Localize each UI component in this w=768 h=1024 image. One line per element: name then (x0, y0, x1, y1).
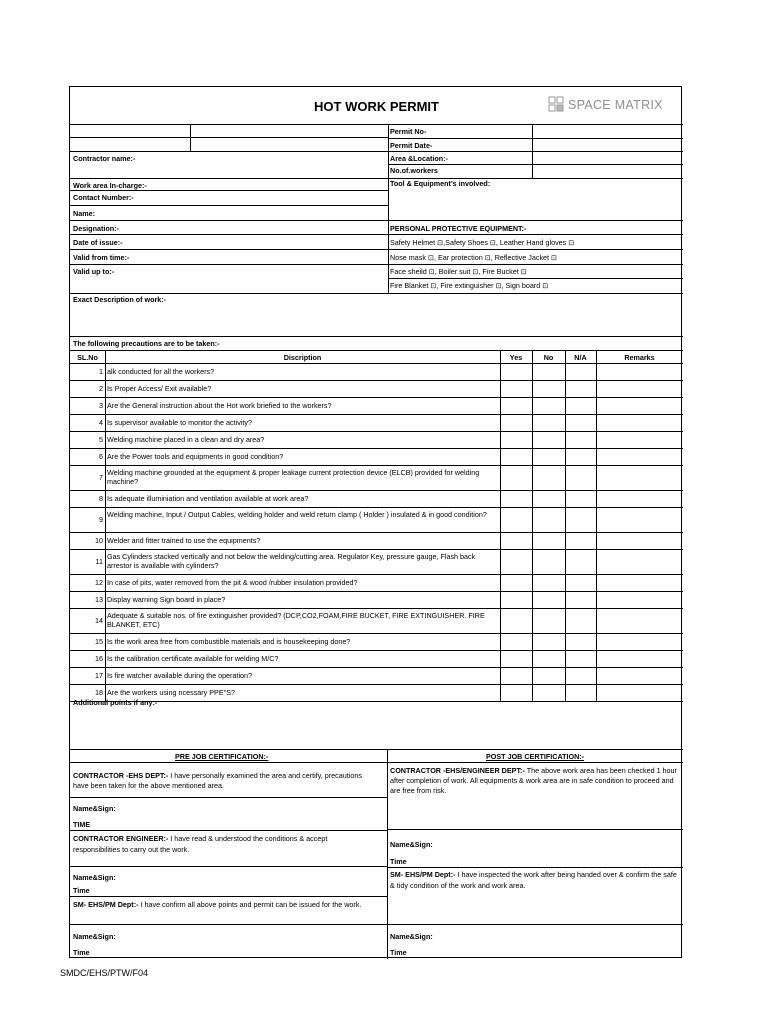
precaution-yes-cell[interactable] (500, 532, 532, 549)
precaution-remarks-cell[interactable] (596, 507, 683, 532)
precaution-yes-cell[interactable] (500, 363, 532, 380)
row-number: 10 (95, 536, 103, 545)
precaution-yes-cell[interactable] (500, 574, 532, 591)
ppe-heading: PERSONAL PROTECTIVE EQUIPMENT:- (390, 224, 527, 233)
precaution-description: Are the workers using ncessary PPE"S? (107, 688, 235, 697)
no-of-workers-label: No.of.workers (390, 166, 438, 175)
precaution-remarks-cell[interactable] (596, 465, 683, 490)
pre-time-1: TIME (73, 820, 91, 829)
precaution-remarks-cell[interactable] (596, 684, 683, 701)
permit-no-label: Permit No- (390, 127, 427, 136)
precaution-no-cell[interactable] (532, 363, 565, 380)
pre-job-heading: PRE JOB CERTIFICATION:- (175, 752, 269, 761)
precaution-description: Are the Power tools and equipments in good condition? (107, 452, 284, 461)
table-header-slno: SL.No (77, 353, 98, 362)
row-number: 9 (99, 515, 103, 524)
precaution-description: alk conducted for all the workers? (107, 367, 215, 376)
precaution-description: Are the General instruction about the Hot work briefied to the workers? (107, 401, 332, 410)
precaution-description: Is supervisor available to monitor the activity? (107, 418, 253, 427)
precaution-yes-cell[interactable] (500, 549, 532, 574)
precaution-na-cell[interactable] (565, 549, 596, 574)
pre-time-3: Time (73, 948, 90, 957)
row-number: 4 (99, 418, 103, 427)
precaution-no-cell[interactable] (532, 633, 565, 650)
precaution-na-cell[interactable] (565, 667, 596, 684)
date-of-issue-label: Date of issue:- (73, 238, 123, 247)
designation-label: Designation:- (73, 224, 119, 233)
precaution-description: Display warning Sign board in place? (107, 595, 226, 604)
row-number: 18 (95, 688, 103, 697)
precaution-description: Welding machine grounded at the equipment & proper leakage current protection device (ELCB) provided for welding machine? (107, 468, 480, 486)
post-job-heading: POST JOB CERTIFICATION:- (486, 752, 585, 761)
precaution-na-cell[interactable] (565, 363, 596, 380)
precaution-yes-cell[interactable] (500, 633, 532, 650)
row-number: 7 (99, 473, 103, 482)
name-label: Name: (73, 209, 95, 218)
row-number: 12 (95, 578, 103, 587)
precaution-no-cell[interactable] (532, 591, 565, 608)
ppe-row-3: Face sheild ⊡, Boiler suit ⊡, Fire Bucket ⊡ (390, 267, 527, 276)
post-time-1: Time (390, 857, 407, 866)
precaution-description: Is adequate illuminiation and ventilation available at work area? (107, 494, 309, 503)
precaution-yes-cell[interactable] (500, 380, 532, 397)
precaution-no-cell[interactable] (532, 684, 565, 701)
contact-number-label: Contact Number:- (73, 193, 134, 202)
ppe-row-2: Nose mask ⊡, Ear protection ⊡, Reflective Jacket ⊡ (390, 253, 558, 262)
row-number: 15 (95, 637, 103, 646)
precaution-no-cell[interactable] (532, 380, 565, 397)
row-number: 14 (95, 616, 103, 625)
precaution-remarks-cell[interactable] (596, 591, 683, 608)
precaution-remarks-cell[interactable] (596, 608, 683, 633)
hot-work-permit-form (69, 86, 682, 958)
additional-points-label: Additional points if any:- (73, 698, 158, 707)
precaution-na-cell[interactable] (565, 380, 596, 397)
precaution-yes-cell[interactable] (500, 490, 532, 507)
table-header-description: Discription (283, 353, 322, 362)
post-name-sign-2: Name&Sign: (390, 932, 433, 941)
ppe-row-1: Safety Helmet ⊡,Safety Shoes ⊡, Leather Hand gloves ⊡ (390, 238, 575, 247)
contractor-ehs-engineer-statement: CONTRACTOR -EHS/ENGINEER DEPT:- The above work area has been checked 1 hour after completion of work. All equipments & work area are in safe condition to proceed and are free from risk. (390, 766, 677, 795)
precaution-remarks-cell[interactable] (596, 490, 683, 507)
area-location-label: Area &Location:- (390, 154, 448, 163)
precaution-description: Gas Cylinders stacked vertically and not below the welding/cutting area. Regulator Key, pressure gauge, Flash back arrestor is available with cylinders? (107, 552, 476, 570)
precaution-description: Is the calibration certificate available for welding M/C? (107, 654, 279, 663)
sm-ehs-pm-pre-statement: SM- EHS/PM Dept:- I have confirm all above points and permit can be issued for the work. (73, 900, 362, 909)
precaution-na-cell[interactable] (565, 414, 596, 431)
table-header-remarks: Remarks (624, 353, 655, 362)
precaution-na-cell[interactable] (565, 465, 596, 490)
pre-name-sign-3: Name&Sign: (73, 932, 116, 941)
row-number: 3 (99, 401, 103, 410)
form-title: HOT WORK PERMIT (314, 99, 439, 114)
row-number: 2 (99, 384, 103, 393)
precaution-no-cell[interactable] (532, 574, 565, 591)
precaution-description: In case of pits, water removed from the pit & wood /rubber insulation provided? (107, 578, 358, 587)
precaution-no-cell[interactable] (532, 448, 565, 465)
pre-name-sign-1: Name&Sign: (73, 804, 116, 813)
precaution-no-cell[interactable] (532, 667, 565, 684)
precaution-remarks-cell[interactable] (596, 380, 683, 397)
precaution-na-cell[interactable] (565, 532, 596, 549)
precaution-yes-cell[interactable] (500, 507, 532, 532)
table-header-na: N/A (574, 353, 587, 362)
precaution-na-cell[interactable] (565, 431, 596, 448)
precaution-yes-cell[interactable] (500, 650, 532, 667)
precaution-no-cell[interactable] (532, 549, 565, 574)
precaution-remarks-cell[interactable] (596, 633, 683, 650)
precaution-no-cell[interactable] (532, 650, 565, 667)
table-header-no: No (543, 353, 554, 362)
precaution-na-cell[interactable] (565, 448, 596, 465)
tools-equipment-label: Tool & Equipment's involved: (390, 179, 491, 188)
precaution-remarks-cell[interactable] (596, 667, 683, 684)
precaution-yes-cell[interactable] (500, 414, 532, 431)
work-area-incharge-label: Work area In-charge:- (73, 181, 147, 190)
row-number: 13 (95, 595, 103, 604)
precaution-no-cell[interactable] (532, 608, 565, 633)
post-time-2: Time (390, 948, 407, 957)
precaution-na-cell[interactable] (565, 650, 596, 667)
permit-date-label: Permit Date- (390, 141, 433, 150)
exact-description-label: Exact Description of work:- (73, 295, 167, 304)
precaution-no-cell[interactable] (532, 431, 565, 448)
post-name-sign-1: Name&Sign: (390, 840, 433, 849)
precaution-no-cell[interactable] (532, 490, 565, 507)
precaution-description: Welding machine, Input / Output Cables, welding holder and weld return clamp ( Holder ) insulated & in good condition? (107, 510, 487, 519)
contractor-ehs-statement: CONTRACTOR -EHS DEPT:- I have personally examined the area and certify, precautions have been taken for the above mentioned area. (73, 771, 362, 790)
precautions-intro: The following precautions are to be taken:- (73, 339, 220, 348)
precaution-na-cell[interactable] (565, 591, 596, 608)
form-code: SMDC/EHS/PTW/F04 (60, 968, 149, 978)
precaution-na-cell[interactable] (565, 490, 596, 507)
precaution-remarks-cell[interactable] (596, 431, 683, 448)
precaution-remarks-cell[interactable] (596, 414, 683, 431)
precaution-na-cell[interactable] (565, 397, 596, 414)
precaution-yes-cell[interactable] (500, 667, 532, 684)
precaution-na-cell[interactable] (565, 633, 596, 650)
precaution-na-cell[interactable] (565, 684, 596, 701)
table-header-yes: Yes (509, 353, 523, 362)
precaution-description: Welding machine placed in a clean and dry area? (107, 435, 265, 444)
precaution-na-cell[interactable] (565, 608, 596, 633)
row-number: 1 (99, 367, 103, 376)
precaution-description: Adequate & suitable nos. of fire extinguisher provided? (DCP,CO2,FOAM,FIRE BUCKET, FIRE EXTINGUISHER. FIRE BLANKET, ETC) (107, 611, 485, 629)
precaution-remarks-cell[interactable] (596, 532, 683, 549)
precaution-yes-cell[interactable] (500, 608, 532, 633)
precaution-remarks-cell[interactable] (596, 574, 683, 591)
space-matrix-logo-icon (548, 96, 564, 113)
precaution-yes-cell[interactable] (500, 448, 532, 465)
row-number: 8 (99, 494, 103, 503)
precaution-remarks-cell[interactable] (596, 448, 683, 465)
row-number: 11 (95, 557, 103, 566)
precaution-remarks-cell[interactable] (596, 363, 683, 380)
precaution-remarks-cell[interactable] (596, 650, 683, 667)
space-matrix-logo (548, 95, 666, 115)
ppe-row-4: Fire Blanket ⊡, Fire extinguisher ⊡, Sign board ⊡ (390, 281, 549, 290)
row-number: 16 (95, 654, 103, 663)
precaution-no-cell[interactable] (532, 465, 565, 490)
precaution-yes-cell[interactable] (500, 465, 532, 490)
sm-ehs-pm-post-statement: SM- EHS/PM Dept:- I have inspected the work after being handed over & confirm the safe & tidy condition of the work and work area. (390, 870, 677, 890)
precaution-remarks-cell[interactable] (596, 397, 683, 414)
precaution-na-cell[interactable] (565, 574, 596, 591)
precaution-yes-cell[interactable] (500, 591, 532, 608)
row-number: 5 (99, 435, 103, 444)
row-number: 17 (95, 671, 103, 680)
precaution-description: Is fire watcher available during the operation? (107, 671, 253, 680)
pre-name-sign-2: Name&Sign: (73, 873, 116, 882)
precaution-description: Is the work area free from combustible materials and is housekeeping done? (107, 637, 351, 646)
logo-text: SPACE MATRIX (568, 98, 663, 112)
precaution-yes-cell[interactable] (500, 684, 532, 701)
precaution-no-cell[interactable] (532, 532, 565, 549)
precaution-na-cell[interactable] (565, 507, 596, 532)
valid-from-time-label: Valid from time:- (73, 253, 130, 262)
pre-time-2: Time (73, 886, 90, 895)
precaution-no-cell[interactable] (532, 397, 565, 414)
precaution-remarks-cell[interactable] (596, 549, 683, 574)
contractor-name-label: Contractor name:- (73, 154, 136, 163)
precaution-description: Is Proper Access/ Exit available? (107, 384, 212, 393)
precaution-no-cell[interactable] (532, 507, 565, 532)
row-number: 6 (99, 452, 103, 461)
precaution-yes-cell[interactable] (500, 431, 532, 448)
valid-up-to-label: Valid up to:- (73, 267, 115, 276)
precaution-description: Welder and fitter trained to use the equipments? (107, 536, 261, 545)
precaution-yes-cell[interactable] (500, 397, 532, 414)
precaution-no-cell[interactable] (532, 414, 565, 431)
contractor-engineer-statement: CONTRACTOR ENGINEER:- I have read & understood the conditions & accept responsibilities to carry out the work. (73, 834, 328, 854)
